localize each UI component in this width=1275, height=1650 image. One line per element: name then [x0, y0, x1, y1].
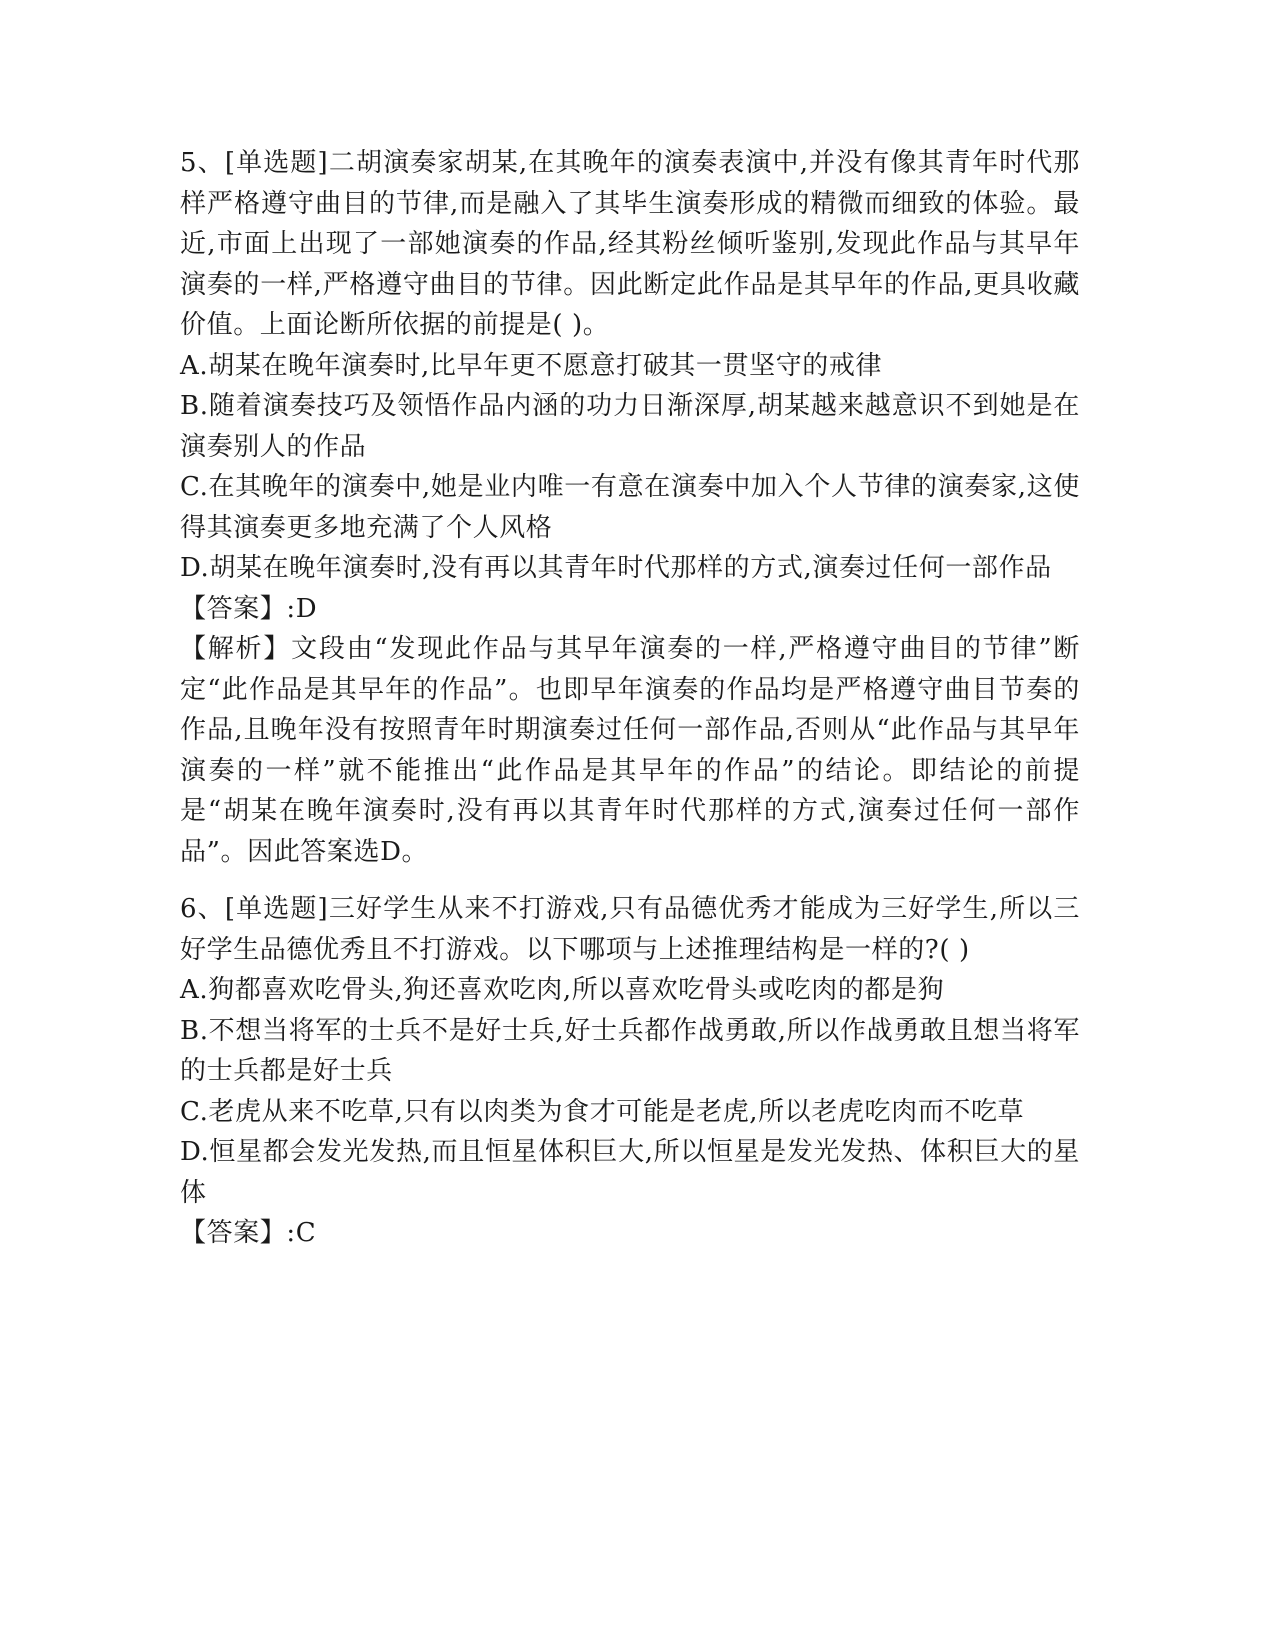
option-d: D.恒星都会发光发热,而且恒星体积巨大,所以恒星是发光发热、体积巨大的星体 [180, 1137, 1080, 1208]
question-stem: 5、[单选题]二胡演奏家胡某,在其晚年的演奏表演中,并没有像其青年时代那样严格遵守曲目的节律,而是融入了其毕生演奏形成的精微而细致的体验。最近,市面上出现了一部她演奏的作品,经其粉丝倾听鉴别,发现此作品与其早年演奏的一样,严格遵守曲目的节律。因此断定此作品是其早年的作品,更具收藏价值。上面论断所依据的前提是( )。 [180, 148, 1080, 340]
question-5 [180, 143, 1080, 872]
option-c: C.在其晚年的演奏中,她是业内唯一有意在演奏中加入个人节律的演奏家,这使得其演奏更多地充满了个人风格 [180, 472, 1080, 543]
option-a: A.狗都喜欢吃骨头,狗还喜欢吃肉,所以喜欢吃骨头或吃肉的都是狗 [180, 975, 945, 1005]
document-page [180, 143, 1080, 1254]
option-c: C.老虎从来不吃草,只有以肉类为食才可能是老虎,所以老虎吃肉而不吃草 [180, 1096, 1025, 1127]
question-stem: 6、[单选题]三好学生从来不打游戏,只有品德优秀才能成为三好学生,所以三好学生品德优秀且不打游戏。以下哪项与上述推理结构是一样的?( ) [180, 894, 1080, 965]
analysis-paragraph: 【解析】文段由“发现此作品与其早年演奏的一样,严格遵守曲目的节律”断定“此作品是其早年的作品”。也即早年演奏的作品均是严格遵守曲目节奏的作品,且晚年没有按照青年时期演奏过任何一部作品,否则从“此作品与其早年演奏的一样”就不能推出“此作品是其早年的作品”的结论。即结论的前提是“胡某在晚年演奏时,没有再以其青年时代那样的方式,演奏过任何一部作品”。因此答案选D。 [180, 634, 1080, 867]
option-b: B.不想当将军的士兵不是好士兵,好士兵都作战勇敢,所以作战勇敢且想当将军的士兵都是好士兵 [180, 1015, 1080, 1086]
option-d: D.胡某在晚年演奏时,没有再以其青年时代那样的方式,演奏过任何一部作品 [180, 553, 1052, 583]
question-6 [180, 889, 1080, 1254]
answer-line: 【答案】:C [180, 1218, 317, 1248]
option-a: A.胡某在晚年演奏时,比早年更不愿意打破其一贯坚守的戒律 [180, 350, 883, 381]
answer-line: 【答案】:D [180, 593, 318, 624]
option-b: B.随着演奏技巧及领悟作品内涵的功力日渐深厚,胡某越来越意识不到她是在演奏别人的作品 [180, 391, 1080, 462]
